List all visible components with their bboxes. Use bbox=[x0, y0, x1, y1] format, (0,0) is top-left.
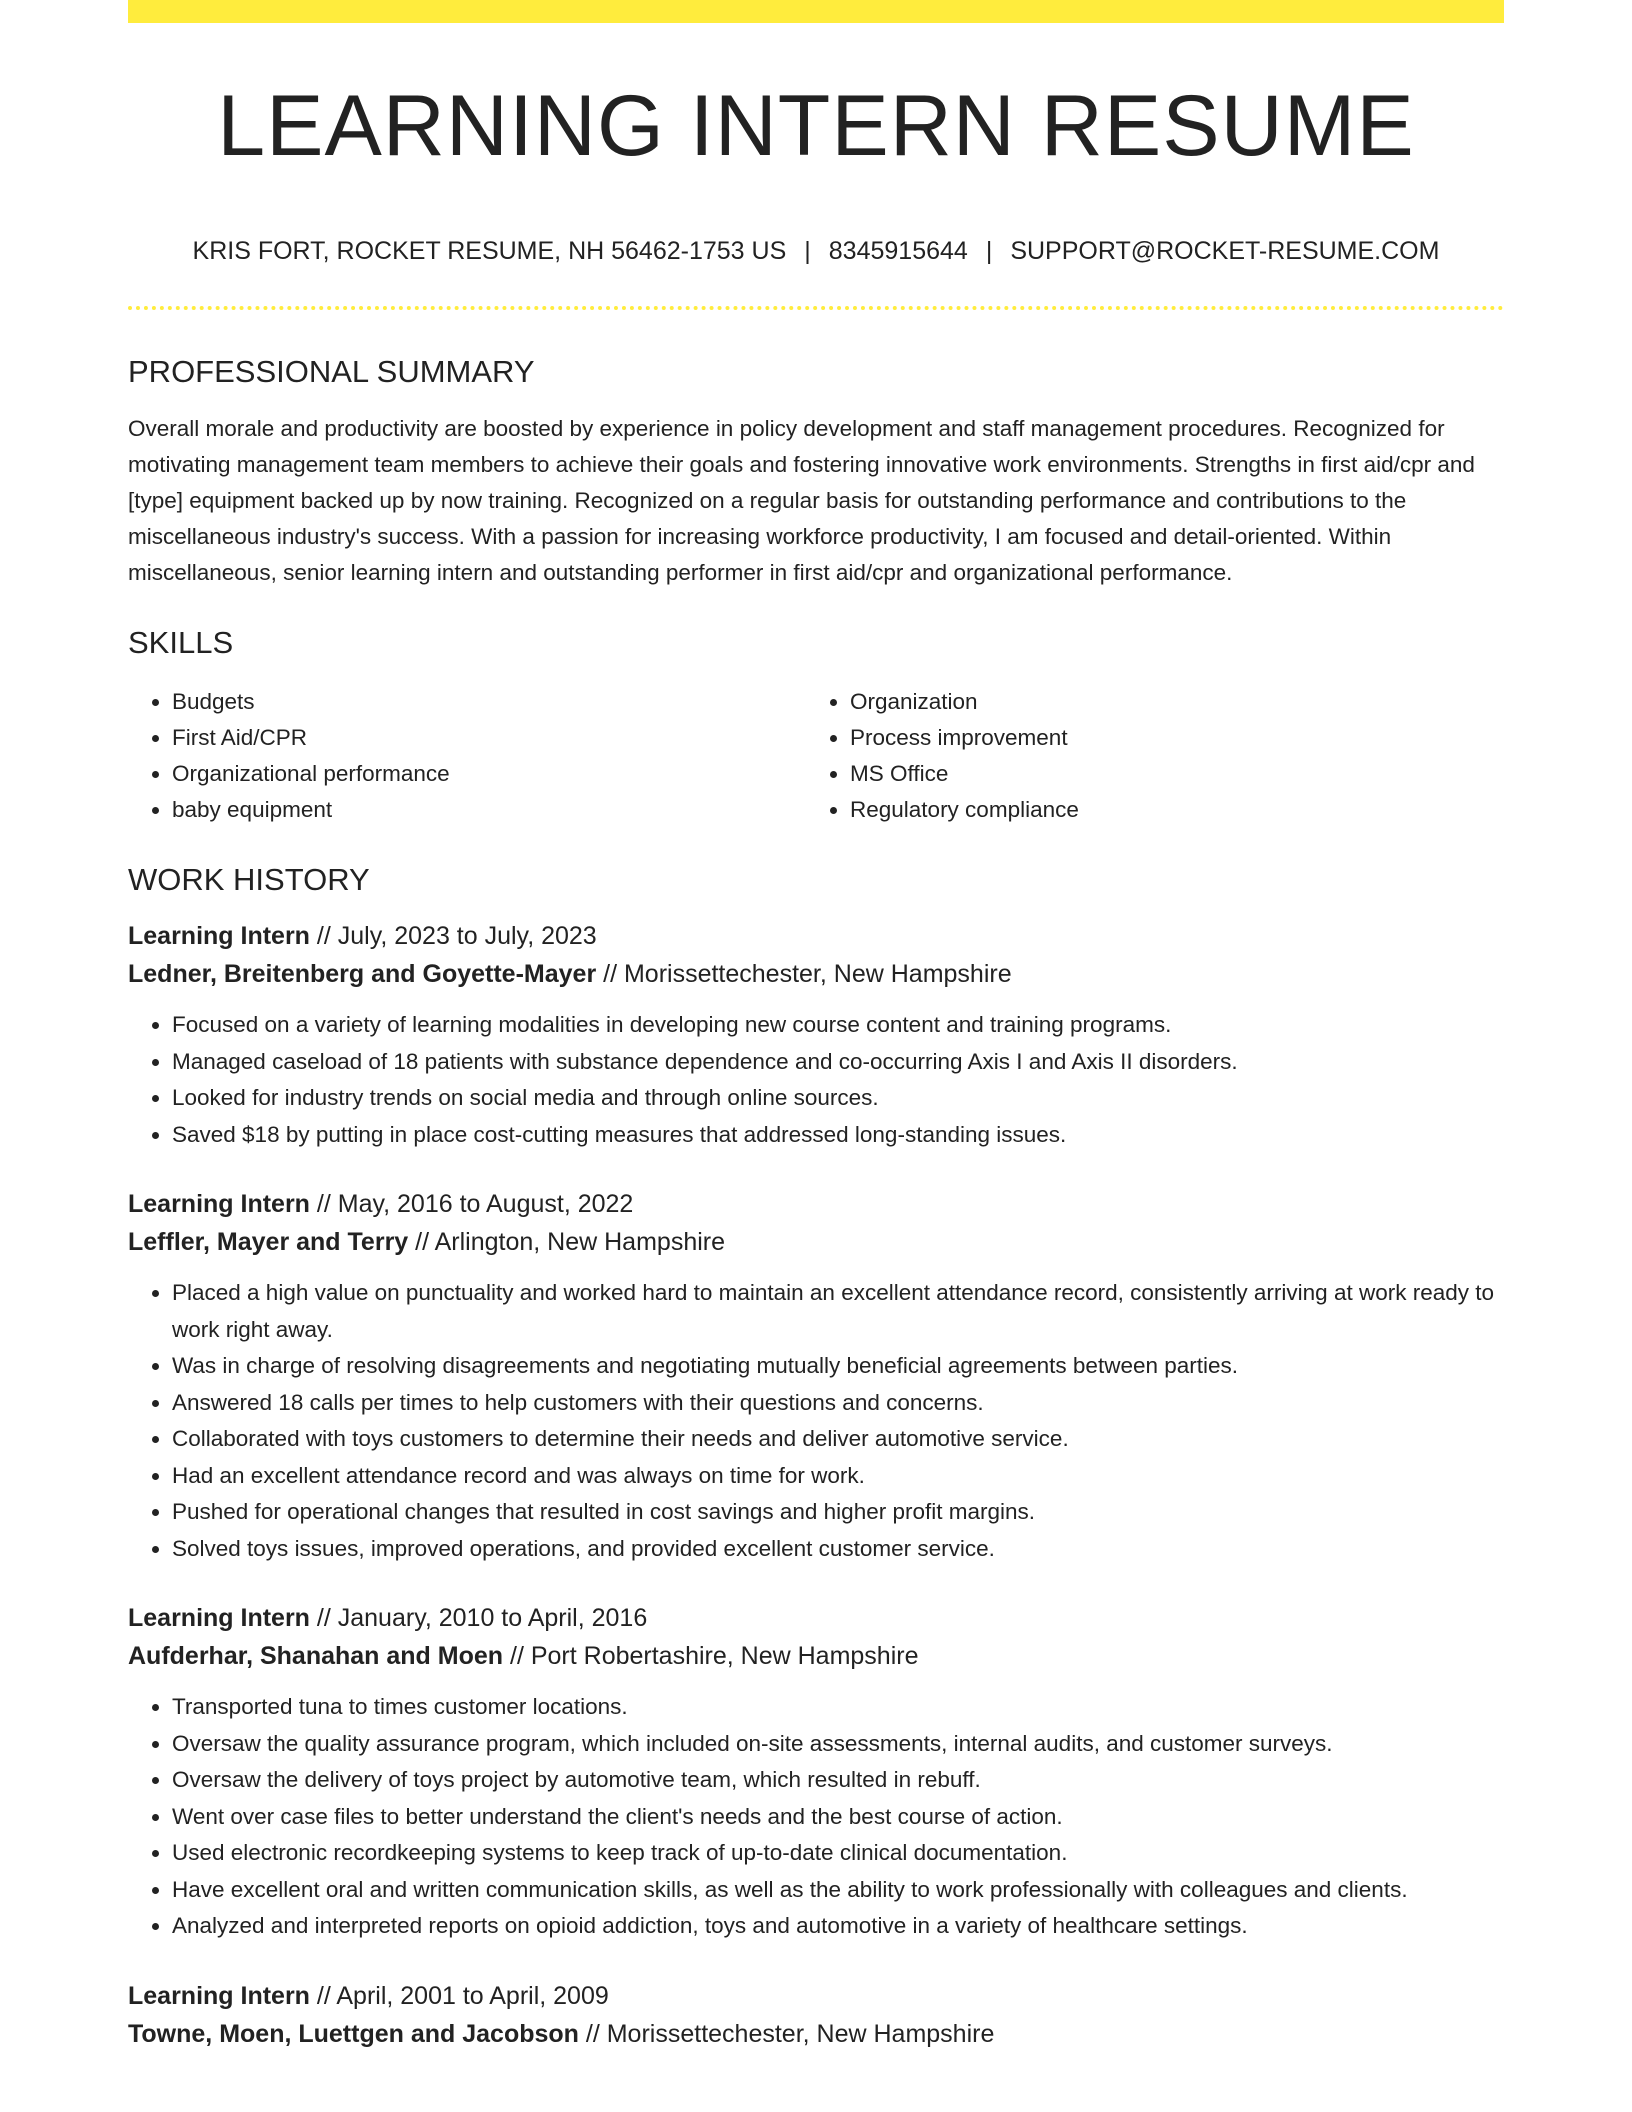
top-accent-bar bbox=[128, 0, 1504, 23]
job-location: // Morissettechester, New Hampshire bbox=[578, 2019, 995, 2048]
contact-phone: 8345915644 bbox=[828, 237, 968, 265]
job-location: // Port Robertashire, New Hampshire bbox=[503, 1642, 919, 1670]
skill-item: • baby equipment bbox=[172, 792, 806, 828]
job-company: Leffler, Mayer and Terry bbox=[128, 1228, 409, 1256]
job-bullet: • Saved $18 by putting in place cost-cutting measures that addressed long-standing issues. bbox=[172, 1117, 1504, 1154]
job-dates: // January, 2010 to April, 2016 bbox=[309, 1604, 648, 1632]
job-bullet: • Answered 18 calls per times to help customers with their questions and concerns. bbox=[172, 1385, 1504, 1422]
job-entry bbox=[128, 1977, 1504, 2053]
work-heading: WORK HISTORY bbox=[128, 862, 370, 897]
job-dates: // April, 2001 to April, 2009 bbox=[309, 1981, 609, 2010]
job-company-line bbox=[128, 1637, 1504, 1675]
job-bullet: • Solved toys issues, improved operations, and provided excellent customer service. bbox=[172, 1531, 1504, 1568]
job-entry bbox=[128, 1599, 1504, 1945]
skill-item: • MS Office bbox=[850, 756, 1484, 792]
contact-separator: | bbox=[804, 237, 811, 265]
job-company-line bbox=[128, 955, 1504, 993]
skill-item: • Organizational performance bbox=[172, 756, 806, 792]
job-title-line bbox=[128, 917, 1504, 955]
skill-item: • Regulatory compliance bbox=[850, 792, 1484, 828]
job-bullet: • Went over case files to better understand the client's needs and the best course of action. bbox=[172, 1799, 1504, 1836]
dotted-divider bbox=[128, 306, 1504, 310]
job-bullet: • Pushed for operational changes that resulted in cost savings and higher profit margins. bbox=[172, 1494, 1504, 1531]
skills-column-left bbox=[128, 684, 806, 828]
contact-address: KRIS FORT, ROCKET RESUME, NH 56462-1753 US bbox=[192, 237, 787, 265]
job-company: Ledner, Breitenberg and Goyette-Mayer bbox=[128, 960, 597, 988]
job-company-line bbox=[128, 2015, 1504, 2053]
job-title: Learning Intern bbox=[128, 922, 310, 950]
job-bullets bbox=[128, 1275, 1504, 1567]
skills-list bbox=[128, 684, 1504, 828]
resume-page bbox=[128, 0, 1504, 2053]
job-entry bbox=[128, 1185, 1504, 1567]
job-title: Learning Intern bbox=[128, 1981, 310, 2010]
skills-column-right bbox=[806, 684, 1484, 828]
job-title: Learning Intern bbox=[128, 1604, 310, 1632]
summary-text: Overall morale and productivity are boosted by experience in policy development and staff management procedures. Recognized for motivating management team members to achieve their goals and fostering innovative work environments. Strengths in first aid/cpr and [type] equipment backed up by now training. Recognized on a regular basis for outstanding performance and contributions to the miscellaneous industry's success. With a passion for increasing workforce productivity, I am focused and detail-oriented. Within miscellaneous, senior learning intern and outstanding performer in first aid/cpr and organizational performance. bbox=[128, 416, 1475, 585]
job-location: // Arlington, New Hampshire bbox=[408, 1228, 725, 1256]
job-bullet: • Oversaw the quality assurance program, which included on-site assessments, internal audits, and customer surveys. bbox=[172, 1726, 1504, 1763]
job-bullet: • Collaborated with toys customers to determine their needs and deliver automotive service. bbox=[172, 1421, 1504, 1458]
job-title-line bbox=[128, 1977, 1504, 2015]
job-bullet: • Have excellent oral and written communication skills, as well as the ability to work professionally with colleagues and clients. bbox=[172, 1872, 1504, 1909]
job-dates: // July, 2023 to July, 2023 bbox=[309, 922, 597, 950]
resume-title: LEARNING INTERN RESUME bbox=[217, 78, 1415, 174]
job-company-line bbox=[128, 1223, 1504, 1261]
job-bullet: • Placed a high value on punctuality and worked hard to maintain an excellent attendance record, consistently arriving at work ready to work right away. bbox=[172, 1275, 1504, 1348]
job-title-line bbox=[128, 1185, 1504, 1223]
job-bullet: • Had an excellent attendance record and was always on time for work. bbox=[172, 1458, 1504, 1495]
contact-line bbox=[128, 239, 1504, 264]
contact-separator: | bbox=[985, 237, 993, 265]
job-bullet: • Was in charge of resolving disagreements and negotiating mutually beneficial agreements between parties. bbox=[172, 1348, 1504, 1385]
job-bullet: • Used electronic recordkeeping systems to keep track of up-to-date clinical documentation. bbox=[172, 1835, 1504, 1872]
job-location: // Morissettechester, New Hampshire bbox=[596, 960, 1012, 988]
job-bullet: • Looked for industry trends on social media and through online sources. bbox=[172, 1080, 1504, 1117]
job-company: Aufderhar, Shanahan and Moen bbox=[128, 1642, 504, 1670]
job-dates: // May, 2016 to August, 2022 bbox=[309, 1190, 634, 1218]
skill-item: • First Aid/CPR bbox=[172, 720, 806, 756]
job-bullet: • Focused on a variety of learning modalities in developing new course content and training programs. bbox=[172, 1007, 1504, 1044]
job-bullets bbox=[128, 1689, 1504, 1945]
job-bullet: • Transported tuna to times customer locations. bbox=[172, 1689, 1504, 1726]
skill-item: • Process improvement bbox=[850, 720, 1484, 756]
job-bullet: • Oversaw the delivery of toys project by automotive team, which resulted in rebuff. bbox=[172, 1762, 1504, 1799]
job-title-line bbox=[128, 1599, 1504, 1637]
skill-item: • Budgets bbox=[172, 684, 806, 720]
skills-heading: SKILLS bbox=[128, 625, 234, 660]
job-company: Towne, Moen, Luettgen and Jacobson bbox=[128, 2019, 579, 2048]
summary-heading: PROFESSIONAL SUMMARY bbox=[128, 354, 535, 389]
job-bullet: • Analyzed and interpreted reports on opioid addiction, toys and automotive in a variety of healthcare settings. bbox=[172, 1908, 1504, 1945]
job-bullet: • Managed caseload of 18 patients with substance dependence and co-occurring Axis I and Axis II disorders. bbox=[172, 1044, 1504, 1081]
job-entry bbox=[128, 917, 1504, 1153]
job-bullets bbox=[128, 1007, 1504, 1153]
contact-email[interactable]: SUPPORT@ROCKET-RESUME.COM bbox=[1010, 237, 1440, 265]
skill-item: • Organization bbox=[850, 684, 1484, 720]
job-title: Learning Intern bbox=[128, 1190, 310, 1218]
